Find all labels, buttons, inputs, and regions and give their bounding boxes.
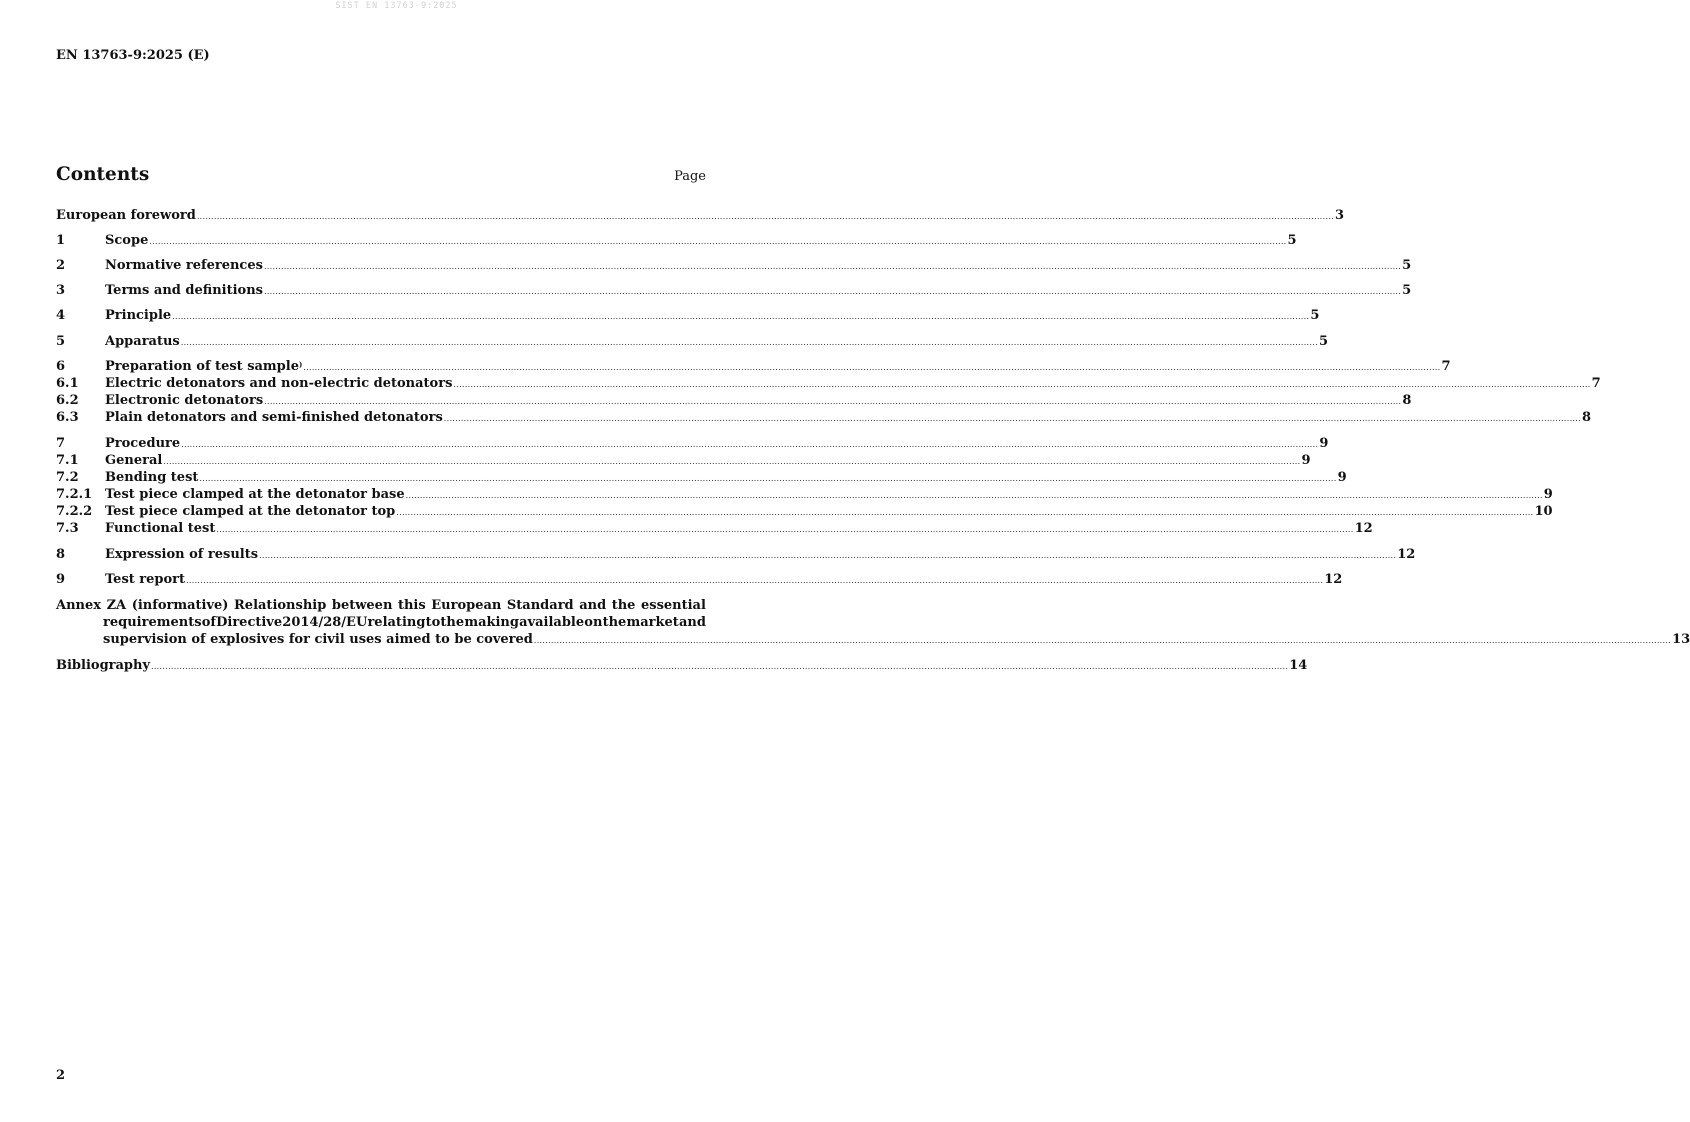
toc-number: 3 bbox=[56, 283, 66, 298]
toc-entry-annex-za[interactable] bbox=[56, 597, 1690, 648]
toc-page: 7 bbox=[1591, 376, 1601, 391]
toc-entry-normative-references[interactable] bbox=[56, 257, 1412, 274]
toc-leader: ................................................................................................................................................................................................................................................................................................................................................................................................................ bbox=[303, 363, 1441, 372]
annex-line-1 bbox=[56, 597, 706, 614]
toc-label: Apparatus bbox=[105, 334, 180, 349]
annex-word: and bbox=[579, 598, 607, 613]
toc-leader: ................................................................................................................................................................................................................................................................................................................................................................................................................ bbox=[405, 491, 1543, 500]
toc-number: 2 bbox=[56, 258, 66, 273]
toc-number: 6.3 bbox=[56, 410, 79, 425]
annex-word: the bbox=[611, 598, 636, 613]
annex-word: relating bbox=[367, 615, 426, 630]
annex-word: making bbox=[464, 615, 519, 630]
toc-number: 5 bbox=[56, 334, 66, 349]
toc-leader: ................................................................................................................................................................................................................................................................................................................................................................................................................ bbox=[186, 576, 1324, 585]
toc-page: 5 bbox=[1287, 233, 1297, 248]
toc-entry-6-2[interactable] bbox=[56, 392, 1412, 409]
toc-page: 9 bbox=[1319, 436, 1329, 451]
toc-page: 5 bbox=[1402, 283, 1412, 298]
toc-label: European foreword bbox=[56, 208, 196, 223]
annex-word: market bbox=[626, 615, 679, 630]
annex-word: (informative) bbox=[131, 598, 229, 613]
toc-page: 3 bbox=[1335, 208, 1345, 223]
toc-number: 7.2.1 bbox=[56, 487, 93, 502]
toc-label: Normative references bbox=[105, 258, 263, 273]
document-id: EN 13763-9:2025 (E) bbox=[56, 48, 210, 63]
toc-label: Electric detonators and non-electric detonators bbox=[105, 376, 453, 391]
toc-label: Bending test bbox=[105, 470, 199, 485]
annex-word: Directive bbox=[216, 615, 283, 630]
toc-page: 9 bbox=[1543, 487, 1553, 502]
annex-word: Relationship bbox=[234, 598, 327, 613]
toc-page: 12 bbox=[1397, 547, 1416, 562]
annex-word: this bbox=[397, 598, 426, 613]
toc-entry-terms[interactable] bbox=[56, 282, 1412, 299]
toc-number: 6.2 bbox=[56, 393, 79, 408]
toc-leader: ................................................................................................................................................................................................................................................................................................................................................................................................................ bbox=[216, 525, 1354, 534]
toc-number: 1 bbox=[56, 233, 66, 248]
toc-leader: ................................................................................................................................................................................................................................................................................................................................................................................................................ bbox=[181, 440, 1319, 449]
toc-label: Procedure bbox=[105, 436, 181, 451]
toc-entry-7-2-2[interactable] bbox=[56, 503, 1553, 520]
toc-number: 9 bbox=[56, 572, 66, 587]
toc-leader: ................................................................................................................................................................................................................................................................................................................................................................................................................ bbox=[264, 397, 1402, 406]
toc-leader: ................................................................................................................................................................................................................................................................................................................................................................................................................ bbox=[263, 287, 1402, 296]
toc-leader: ................................................................................................................................................................................................................................................................................................................................................................................................................ bbox=[149, 237, 1287, 246]
toc-entry-7-3[interactable] bbox=[56, 520, 1373, 537]
toc-label bbox=[105, 358, 302, 375]
toc-leader: ................................................................................................................................................................................................................................................................................................................................................................................................................ bbox=[259, 551, 1397, 560]
toc-entry-bibliography[interactable] bbox=[56, 657, 1308, 674]
toc-entry-6-1[interactable] bbox=[56, 375, 1601, 392]
contents-title: Contents bbox=[56, 164, 150, 185]
toc-number: 4 bbox=[56, 308, 66, 323]
toc-page: 14 bbox=[1289, 658, 1308, 673]
toc-entry-preparation[interactable] bbox=[56, 358, 1451, 375]
annex-word: between bbox=[331, 598, 393, 613]
toc-number: 7.2 bbox=[56, 470, 79, 485]
toc-label: Terms and definitions bbox=[105, 283, 263, 298]
toc-leader: ................................................................................................................................................................................................................................................................................................................................................................................................................ bbox=[196, 212, 1335, 221]
page-column-header: Page bbox=[674, 169, 706, 184]
toc-leader: ................................................................................................................................................................................................................................................................................................................................................................................................................ bbox=[396, 508, 1534, 517]
annex-word: the bbox=[440, 615, 465, 630]
toc-leader: ................................................................................................................................................................................................................................................................................................................................................................................................................ bbox=[151, 662, 1289, 671]
toc-leader: ................................................................................................................................................................................................................................................................................................................................................................................................................ bbox=[199, 474, 1337, 483]
toc-label-text: Preparation of test sample bbox=[105, 359, 299, 374]
toc-leader: ................................................................................................................................................................................................................................................................................................................................................................................................................ bbox=[533, 636, 1672, 645]
annex-word: requirements bbox=[103, 615, 202, 630]
annex-word: the bbox=[602, 615, 627, 630]
annex-word: on bbox=[584, 615, 603, 630]
toc-entry-apparatus[interactable] bbox=[56, 333, 1328, 350]
toc-number: 7.2.2 bbox=[56, 504, 93, 519]
toc-label: Plain detonators and semi-finished detonators bbox=[105, 410, 443, 425]
toc-entry-7-2-1[interactable] bbox=[56, 486, 1553, 503]
toc-page: 12 bbox=[1324, 572, 1343, 587]
toc-page: 8 bbox=[1402, 393, 1412, 408]
toc-label: Functional test bbox=[105, 521, 216, 536]
toc-leader: ................................................................................................................................................................................................................................................................................................................................................................................................................ bbox=[453, 380, 1591, 389]
annex-word: European bbox=[431, 598, 502, 613]
annex-word: 2014/28/EU bbox=[282, 615, 368, 630]
toc-entry-7-1[interactable] bbox=[56, 452, 1311, 469]
toc-number: 6 bbox=[56, 359, 66, 374]
toc-label: Expression of results bbox=[105, 547, 259, 562]
annex-line-2 bbox=[56, 614, 706, 631]
annex-text: supervision of explosives for civil uses aimed to be covered bbox=[103, 632, 533, 647]
toc-label: Principle bbox=[105, 308, 172, 323]
toc-leader: ................................................................................................................................................................................................................................................................................................................................................................................................................ bbox=[180, 338, 1318, 347]
toc-number: 6.1 bbox=[56, 376, 79, 391]
toc-entry-procedure[interactable] bbox=[56, 435, 1329, 452]
annex-word: to bbox=[425, 615, 441, 630]
toc-page: 9 bbox=[1337, 470, 1347, 485]
toc-page: 5 bbox=[1310, 308, 1320, 323]
toc-entry-foreword[interactable] bbox=[56, 207, 1345, 224]
toc-entry-scope[interactable] bbox=[56, 232, 1297, 249]
toc-page: 10 bbox=[1534, 504, 1553, 519]
toc-number: 7.3 bbox=[56, 521, 79, 536]
toc-number: 7.1 bbox=[56, 453, 79, 468]
toc-label: Test piece clamped at the detonator top bbox=[105, 504, 396, 519]
toc-leader: ................................................................................................................................................................................................................................................................................................................................................................................................................ bbox=[443, 414, 1581, 423]
toc-page: 9 bbox=[1301, 453, 1311, 468]
toc-leader: ................................................................................................................................................................................................................................................................................................................................................................................................................ bbox=[263, 262, 1402, 271]
annex-word: Annex bbox=[56, 598, 102, 613]
annex-word: Standard bbox=[506, 598, 574, 613]
toc-label: Scope bbox=[105, 233, 149, 248]
toc-page: 5 bbox=[1318, 334, 1328, 349]
toc-page: 5 bbox=[1402, 258, 1412, 273]
toc-leader: ................................................................................................................................................................................................................................................................................................................................................................................................................ bbox=[163, 457, 1301, 466]
toc-page: 7 bbox=[1441, 359, 1451, 374]
toc-entry-expression[interactable] bbox=[56, 546, 1416, 563]
toc-entry-6-3[interactable] bbox=[56, 409, 1591, 426]
toc-label: Test piece clamped at the detonator base bbox=[105, 487, 405, 502]
toc-page: 13 bbox=[1672, 632, 1690, 647]
toc-label: Bibliography bbox=[56, 658, 151, 673]
annex-word: ZA bbox=[106, 598, 127, 613]
toc-page: 12 bbox=[1354, 521, 1373, 536]
superscript-mark: ) bbox=[298, 360, 303, 369]
annex-word: and bbox=[678, 615, 706, 630]
toc-entry-7-2[interactable] bbox=[56, 469, 1347, 486]
watermark: SIST EN 13763-9:2025 bbox=[335, 1, 458, 11]
annex-word: available bbox=[519, 615, 585, 630]
toc-number: 8 bbox=[56, 547, 66, 562]
toc-page: 8 bbox=[1581, 410, 1591, 425]
toc-label: Electronic detonators bbox=[105, 393, 264, 408]
annex-word: of bbox=[201, 615, 216, 630]
toc-label: Test report bbox=[105, 572, 186, 587]
annex-line-3 bbox=[56, 631, 1690, 648]
toc-entry-principle[interactable] bbox=[56, 307, 1320, 324]
page-number: 2 bbox=[56, 1068, 66, 1083]
annex-word: essential bbox=[640, 598, 706, 613]
toc-leader: ................................................................................................................................................................................................................................................................................................................................................................................................................ bbox=[172, 312, 1310, 321]
toc-label: General bbox=[105, 453, 163, 468]
toc-entry-test-report[interactable] bbox=[56, 571, 1343, 588]
toc-number: 7 bbox=[56, 436, 66, 451]
